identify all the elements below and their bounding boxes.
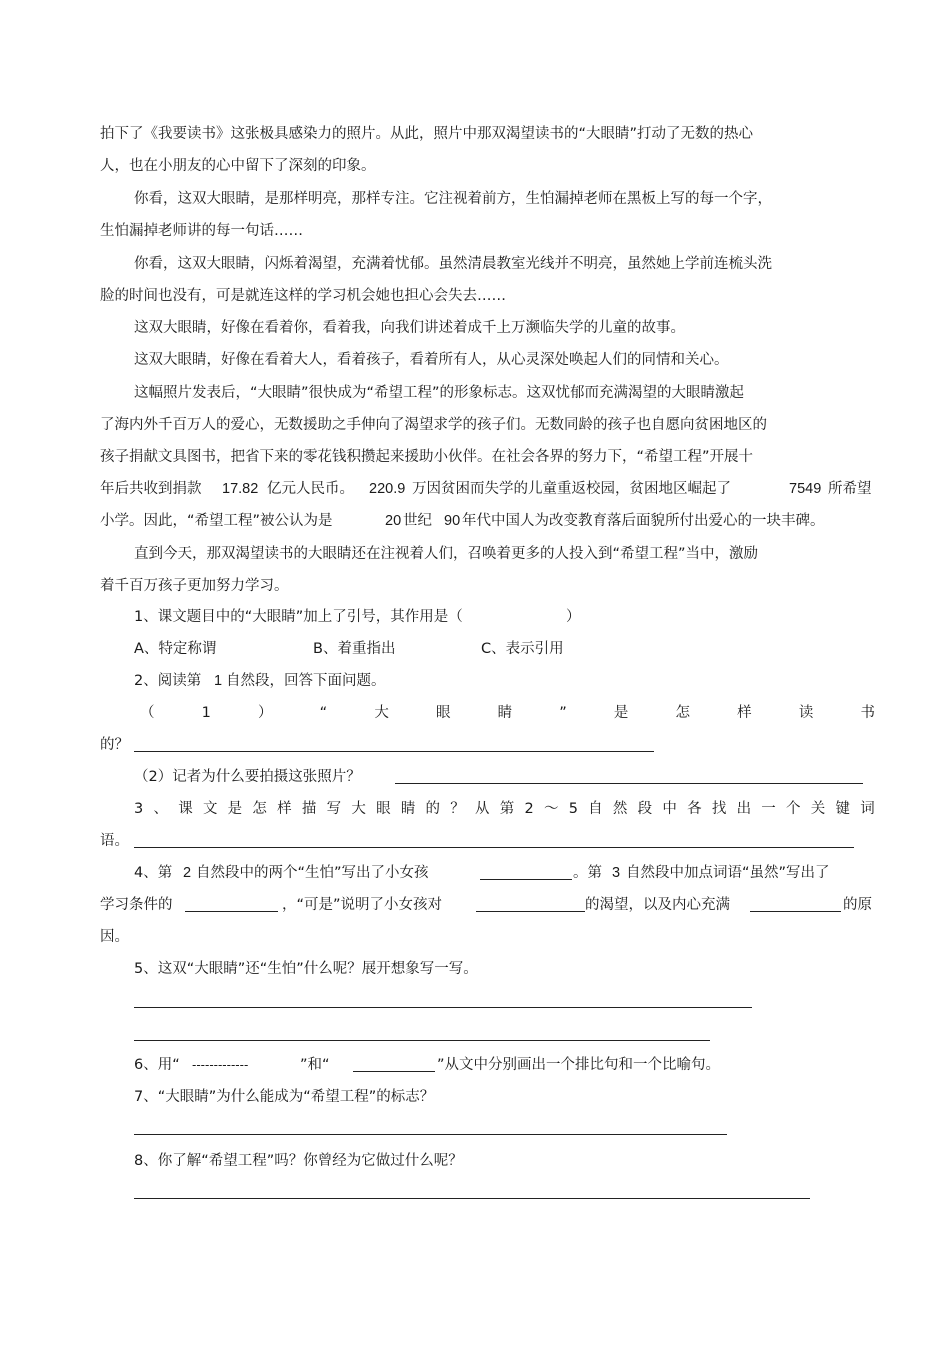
q3-char: ～	[543, 801, 559, 817]
question-4-text: 因。	[100, 929, 129, 945]
q3-char: 是	[227, 801, 243, 817]
q3-char: 一	[761, 801, 776, 817]
answer-line[interactable]	[134, 1134, 727, 1135]
passage-text: 年代中国人为改变教育落后面貌所付出爱心的一块丰碑。	[462, 513, 825, 529]
passage-line: 着千百万孩子更加努力学习。	[100, 578, 289, 594]
passage-line: 小学。因此，“希望工程”被公认为是	[100, 513, 333, 529]
passage-line: 你看，这双大眼睛，是那样明亮，那样专注。它注视着前方，生怕漏掉老师在黑板上写的每一个字，	[134, 191, 772, 207]
q2-1-char: 是	[613, 705, 629, 721]
option-a[interactable]: A、特定称谓	[134, 641, 217, 657]
question-4-text: ，“可是”说明了小女孩对	[282, 897, 443, 913]
question-3	[134, 799, 875, 819]
q3-char: 中	[662, 801, 677, 817]
question-3-end: 语。	[100, 833, 129, 849]
q3-char: 大	[351, 801, 366, 817]
question-8: 8、你了解“希望工程”吗？你曾经为它做过什么呢？	[134, 1153, 463, 1169]
passage-line: 生怕漏掉老师讲的每一句话……	[100, 223, 303, 239]
q3-char: 个	[786, 801, 801, 817]
question-5: 5、这双“大眼睛”还“生怕”什么呢？展开想象写一写。	[134, 961, 478, 977]
answer-line[interactable]	[395, 783, 863, 784]
passage-line: 这双大眼睛，好像在看着你，看着我，向我们讲述着成千上万濒临失学的儿童的故事。	[134, 320, 685, 336]
school-count: 7549	[789, 481, 822, 497]
question-4-text: 的原	[843, 897, 872, 913]
q2-1-char: 读	[798, 705, 814, 721]
century-number: 20	[385, 513, 402, 529]
q2-1-char: “	[319, 705, 328, 721]
answer-line[interactable]	[134, 1040, 710, 1041]
q3-char: 各	[687, 801, 702, 817]
q3-char: 键	[835, 801, 850, 817]
q2-1-char: 样	[737, 705, 752, 721]
q3-char: 描	[301, 801, 317, 817]
passage-text: 万因贫困而失学的儿童重返校园，贫困地区崛起了	[412, 481, 731, 497]
passage-line: 你看，这双大眼睛，闪烁着渴望，充满着忧郁。虽然清晨教室光线并不明亮，虽然她上学前连梳头洗	[134, 256, 772, 272]
decade-number: 90	[444, 513, 461, 529]
blank-line[interactable]	[476, 911, 585, 912]
q3-char: 写	[326, 801, 342, 817]
donation-amount: 17.82	[222, 481, 259, 497]
passage-line: 了海内外千百万人的爱心，无数援助之手伸向了渴望求学的孩子们。无数同龄的孩子也自愿向贫困地区的	[100, 417, 767, 433]
q3-char: 眼	[376, 801, 391, 817]
blank-line[interactable]	[185, 911, 278, 912]
question-4-text: 自然段中的两个“生怕”写出了小女孩	[196, 865, 429, 881]
q3-char: 文	[202, 801, 218, 817]
passage-line: 孩子捐献文具图书，把省下来的零花钱积攒起来援助小伙伴。在社会各界的努力下，“希望工程”开展十	[100, 449, 754, 465]
passage-text: 所希望	[828, 481, 872, 497]
q2-1-char: 1	[201, 705, 211, 721]
question-4: 4、第	[134, 865, 173, 881]
paragraph-number: 3	[612, 865, 621, 881]
blank-line[interactable]	[480, 879, 572, 880]
passage-line: 人，也在小朋友的心中留下了深刻的印象。	[100, 158, 376, 174]
passage-line: 这双大眼睛，好像在看着大人，看着孩子，看着所有人，从心灵深处唤起人们的同情和关心。	[134, 352, 729, 368]
passage-text: 亿元人民币。	[267, 481, 354, 497]
question-4-text: 。第	[573, 865, 602, 881]
q3-char: 、	[153, 801, 168, 817]
q2-1-char: 大	[374, 705, 389, 721]
q2-1-char: ”	[559, 705, 567, 721]
passage-line: 拍下了《我要读书》这张极具感染力的照片。从此，照片中那双渴望读书的“大眼睛”打动了无数的热心	[100, 126, 754, 142]
question-6-text: ”从文中分别画出一个排比句和一个比喻句。	[437, 1057, 721, 1073]
q3-char: 段	[637, 801, 653, 817]
q3-char: 关	[810, 801, 826, 817]
q3-char: 第	[499, 801, 515, 817]
q3-char: 找	[711, 801, 727, 817]
answer-line[interactable]	[134, 847, 854, 848]
dashed-mark-sample: -------------	[192, 1058, 249, 1072]
option-b[interactable]: B、着重指出	[313, 641, 396, 657]
answer-line[interactable]	[134, 1007, 752, 1008]
question-1: 1、课文题目中的“大眼睛”加上了引号，其作用是（	[134, 609, 463, 625]
passage-line: 年后共收到捐款	[100, 481, 202, 497]
question-4-text: 学习条件的	[100, 897, 173, 913]
question-2-text: 自然段，回答下面问题。	[226, 673, 386, 689]
question-2-2: （2）记者为什么要拍摄这张照片？	[134, 769, 361, 785]
answer-line[interactable]	[134, 1198, 810, 1199]
passage-line: 脸的时间也没有，可是就连这样的学习机会她也担心会失去……	[100, 288, 506, 304]
q3-char: ？	[450, 801, 465, 817]
q2-1-char: （	[140, 705, 155, 721]
q2-1-char: ）	[258, 705, 273, 721]
q3-char: 词	[860, 801, 875, 817]
children-count: 220.9	[369, 481, 406, 497]
q3-char: 2	[524, 801, 534, 817]
q3-char: 从	[475, 801, 490, 817]
q2-1-char: 书	[860, 705, 875, 721]
q3-char: 出	[736, 801, 752, 817]
option-c[interactable]: C、表示引用	[481, 641, 564, 657]
passage-line: 这幅照片发表后，“大眼睛”很快成为“希望工程”的形象标志。这双忧郁而充满渴望的大眼睛激起	[134, 385, 745, 401]
q2-1-char: 怎	[675, 705, 691, 721]
paragraph-number: 2	[183, 865, 192, 881]
q3-char: 然	[612, 801, 628, 817]
q3-char: 睛	[400, 801, 416, 817]
question-2-1-end: 的？	[100, 737, 129, 753]
q3-char: 5	[568, 801, 578, 817]
q2-1-char: 眼	[435, 705, 451, 721]
passage-line: 直到今天，那双渴望读书的大眼睛还在注视着人们，召唤着更多的人投入到“希望工程”当中，激励	[134, 546, 759, 562]
answer-line[interactable]	[134, 751, 654, 752]
question-4-text: 自然段中加点词语“虽然”写出了	[626, 865, 830, 881]
question-2: 2、阅读第	[134, 673, 202, 689]
q3-char: 3	[134, 801, 144, 817]
blank-line[interactable]	[750, 911, 841, 912]
q3-char: 样	[277, 801, 292, 817]
question-4-text: 的渴望，以及内心充满	[585, 897, 730, 913]
passage-text: 世纪	[403, 513, 432, 529]
question-1-close: ）	[566, 609, 581, 625]
q3-char: 怎	[252, 801, 267, 817]
q3-char: 课	[178, 801, 193, 817]
question-7: 7、“大眼睛”为什么能成为“希望工程”的标志？	[134, 1089, 435, 1105]
question-2-1	[140, 703, 875, 723]
paragraph-number: 1	[214, 673, 223, 689]
q2-1-char: 睛	[497, 705, 513, 721]
q3-char: 的	[425, 801, 441, 817]
q3-char: 自	[588, 801, 603, 817]
question-6-text: ”和“	[300, 1057, 330, 1073]
question-6: 6、用“	[134, 1057, 180, 1073]
underline-mark-sample	[353, 1071, 435, 1072]
